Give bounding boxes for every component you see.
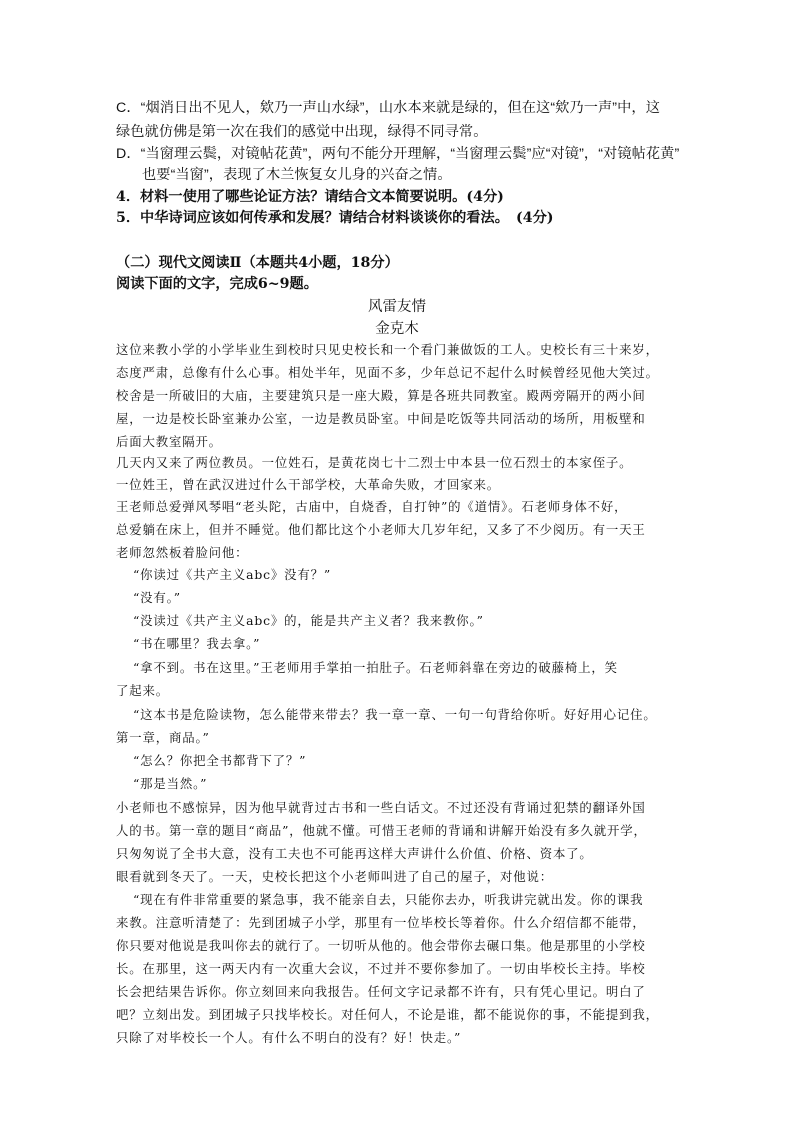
body-line: 你只要对他说是我叫你去的就行了。一切听从他的。他会带你去碾口集。他是那里的小学校	[116, 938, 646, 953]
body-line: 眼看就到冬天了。一天，史校长把这个小老师叫进了自己的屋子，对他说：	[116, 869, 553, 884]
body-line: 王老师总爱弹风琴唱“老头陀，古庙中，自烧香，自打钟”的《道情》。石老师身体不好，	[116, 499, 628, 514]
body-line: 校舍是一所破旧的大庙，主要建筑只是一座大殿，算是各班共同教室。殿两旁隔开的两小间	[116, 388, 646, 403]
dialogue-line: “没有。”	[133, 590, 181, 605]
body-line: 只匆匆说了全书大意，没有工夫也不可能再这样大声讲什么价值、价格、资本了。	[116, 846, 593, 861]
body-line: 长会把结果告诉你。你立刻回来向我报告。任何文字记录都不许有，只有凭心里记。明白了	[116, 984, 646, 999]
body-line: 后面大教室隔开。	[116, 434, 222, 449]
option-d-line-1: D．“当窗理云鬓，对镜帖花黄”，两句不能分开理解，“当窗理云鬓”应“对镜”，“对镜帖花黄”	[116, 146, 680, 162]
article-title: 风雷友情	[368, 299, 426, 315]
section-heading: （二）现代文阅读Ⅱ（本题共4小题，18分）	[116, 255, 399, 271]
dialogue-line: “书在哪里？我去拿。”	[133, 636, 261, 651]
body-line: 第一章，商品。”	[116, 730, 210, 745]
body-line: 老师忽然板着脸问他：	[116, 545, 249, 560]
body-line: 几天内又来了两位教员。一位姓石，是黄花岗七十二烈士中本县一位石烈士的本家侄子。	[116, 455, 633, 470]
section-instruction: 阅读下面的文字，完成6~9题。	[116, 276, 318, 292]
dialogue-line: “怎么？你把全书都背下了？”	[133, 753, 307, 768]
option-c-line-1: C．“烟消日出不见人，欸乃一声山水绿”，山水本来就是绿的，但在这“欸乃一声”中，这	[116, 100, 660, 116]
question-4: 4．材料一使用了哪些论证方法？请结合文本简要说明。(4分)	[116, 189, 504, 205]
body-line: 总爱躺在床上，但并不睡觉。他们都比这个小老师大几岁年纪，又多了不少阅历。有一天王	[116, 522, 646, 537]
body-line: 态度严肃，总像有什么心事。相处半年，见面不多，少年总记不起什么时候曾经见他大笑过。	[116, 365, 659, 380]
question-5: 5．中华诗词应该如何传承和发展？请结合材料谈谈你的看法。 (4分)	[116, 210, 554, 226]
dialogue-line: “你读过《共产主义abc》没有？”	[133, 567, 332, 582]
dialogue-line: “拿不到。书在这里。”王老师用手掌拍一拍肚子。石老师斜靠在旁边的破藤椅上，笑	[133, 660, 618, 675]
body-line: 人的书。第一章的题目“商品”，他就不懂。可惜王老师的背诵和讲解开始没有多久就开学，	[116, 823, 647, 838]
option-c-line-2: 绿色就仿佛是第一次在我们的感觉中出现，绿得不同寻常。	[116, 124, 488, 140]
body-line: 一位姓王，曾在武汉进过什么干部学校，大革命失败，才回家来。	[116, 477, 500, 492]
dialogue-line: “现在有件非常重要的紧急事，我不能亲自去，只能你去办，听我讲完就出发。你的课我	[133, 892, 644, 907]
dialogue-line: “这本书是危险读物，怎么能带来带去？我一章一章、一句一句背给你听。好好用心记住。	[133, 707, 657, 722]
body-line: 来教。注意听清楚了：先到团城子小学，那里有一位毕校长等着你。什么介绍信都不能带，	[116, 915, 646, 930]
body-line: 小老师也不感惊异，因为他早就背过古书和一些白话文。不过还没有背诵过犯禁的翻译外国	[116, 800, 646, 815]
dialogue-line: “没读过《共产主义abc》的，能是共产主义者？我来教你。”	[133, 613, 484, 628]
option-d-line-2: 也要“当窗”，表现了木兰恢复女儿身的兴奋之情。	[142, 167, 452, 183]
article-author: 金克木	[375, 321, 419, 337]
body-line: 只除了对毕校长一个人。有什么不明白的没有？好！快走。”	[116, 1030, 462, 1045]
body-line: 了起来。	[116, 683, 169, 698]
body-line: 这位来教小学的小学毕业生到校时只见史校长和一个看门兼做饭的工人。史校长有三十来岁，	[116, 342, 659, 357]
body-line: 长。在那里，这一两天内有一次重大会议，不过并不要你参加了。一切由毕校长主持。毕校	[116, 961, 646, 976]
dialogue-line: “那是当然。”	[133, 776, 208, 791]
body-line: 屋，一边是校长卧室兼办公室，一边是教员卧室。中间是吃饭等共同活动的场所，用板壁和	[116, 411, 646, 426]
body-line: 吧？立刻出发。到团城子只找毕校长。对任何人，不论是谁，都不能说你的事，不能提到我，	[116, 1007, 659, 1022]
